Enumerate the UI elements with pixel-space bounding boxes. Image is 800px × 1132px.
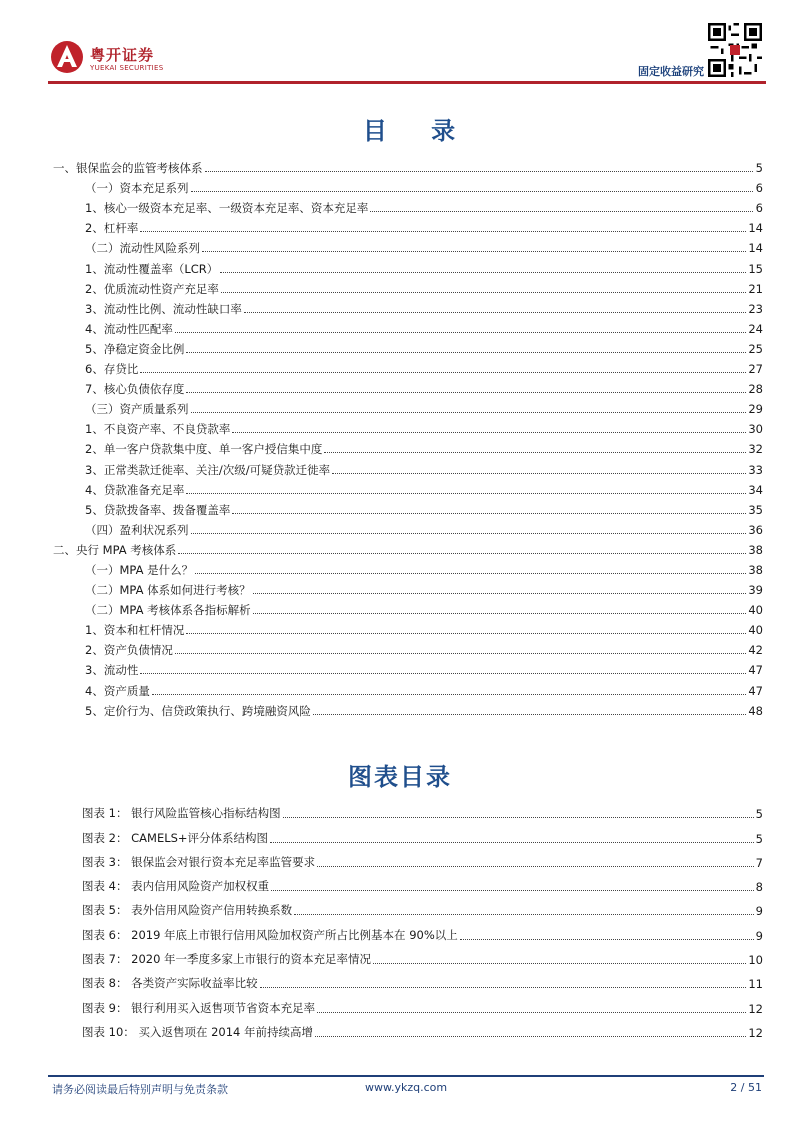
toc-leader (232, 431, 746, 433)
toc-entry-label: 1、资本和杠杆情况 (85, 623, 185, 638)
figure-entry[interactable] (82, 991, 763, 1015)
toc-entry-label: 2、优质流动性资产充足率 (85, 281, 219, 296)
toc-entry-page: 5 (755, 161, 763, 176)
figure-entry[interactable] (82, 918, 763, 942)
toc-entry-page: 6 (755, 181, 763, 196)
toc-entry[interactable] (53, 517, 763, 537)
toc-entry-page: 30 (748, 422, 763, 437)
figure-entry[interactable] (82, 1016, 763, 1040)
toc-entry-page: 25 (748, 341, 763, 356)
figure-list-title: 图表目录 (348, 763, 452, 791)
toc-entry-page: 40 (748, 603, 763, 618)
toc-leader (186, 391, 746, 393)
figure-entry-label: 图表 6： 2019 年底上市银行信用风险加权资产所占比例基本在 90%以上 (82, 927, 458, 942)
toc-entry[interactable] (53, 195, 763, 215)
figure-entry-label: 图表 1： 银行风险监管核心指标结构图 (82, 806, 281, 821)
figure-entry-label: 图表 5： 表外信用风险资产信用转换系数 (82, 903, 293, 918)
footer-rule (48, 1075, 764, 1077)
toc-entry-label: （二）MPA 考核体系各指标解析 (85, 603, 251, 618)
figure-entry[interactable] (82, 870, 763, 894)
brand-name-en: YUEKAI SECURITIES (90, 64, 164, 72)
table-of-contents (53, 155, 763, 718)
toc-entry-label: 1、核心一级资本充足率、一级资本充足率、资本充足率 (85, 201, 369, 216)
toc-entry[interactable] (53, 235, 763, 255)
toc-entry-label: 5、净稳定资金比例 (85, 341, 185, 356)
figure-entry-label: 图表 4： 表内信用风险资产加权权重 (82, 879, 270, 894)
toc-leader (332, 472, 746, 474)
toc-entry-page: 39 (748, 583, 763, 598)
toc-entry[interactable] (53, 436, 763, 456)
figure-entry-page: 9 (755, 928, 763, 943)
toc-entry-page: 29 (748, 402, 763, 417)
toc-leader (244, 311, 747, 313)
toc-entry-label: 5、定价行为、信贷政策执行、跨境融资风险 (85, 703, 311, 718)
toc-entry-page: 14 (748, 241, 763, 256)
toc-entry[interactable] (53, 296, 763, 316)
toc-entry-page: 6 (755, 201, 763, 216)
toc-entry-page: 28 (748, 382, 763, 397)
figure-leader (373, 962, 746, 964)
qr-code-icon (708, 23, 762, 77)
figure-entry[interactable] (82, 967, 763, 991)
figure-entry-page: 12 (748, 1025, 763, 1040)
footer-website[interactable]: www.ykzq.com (365, 1081, 448, 1094)
figure-leader (260, 986, 747, 988)
yuekai-logo-icon (50, 40, 84, 74)
toc-entry-label: 1、流动性覆盖率（LCR） (85, 261, 219, 276)
toc-entry-label: 1、不良资产率、不良贷款率 (85, 422, 231, 437)
toc-entry[interactable] (53, 316, 763, 336)
toc-entry[interactable] (53, 577, 763, 597)
toc-entry[interactable] (53, 416, 763, 436)
toc-leader (220, 271, 746, 273)
toc-entry-label: 3、流动性 (85, 663, 139, 678)
toc-entry-page: 27 (748, 362, 763, 377)
figure-entry-page: 12 (748, 1001, 763, 1016)
toc-entry-label: 2、杠杆率 (85, 221, 139, 236)
toc-entry[interactable] (53, 597, 763, 617)
figure-entry-page: 9 (755, 904, 763, 919)
toc-entry[interactable] (53, 336, 763, 356)
figure-entry[interactable] (82, 797, 763, 821)
toc-leader (140, 371, 746, 373)
figure-leader (283, 816, 754, 818)
toc-entry[interactable] (53, 677, 763, 697)
page-header (0, 0, 800, 90)
figure-entry-page: 10 (748, 953, 763, 968)
toc-entry-page: 15 (748, 261, 763, 276)
toc-entry[interactable] (53, 396, 763, 416)
toc-entry[interactable] (53, 698, 763, 718)
figure-entry[interactable] (82, 943, 763, 967)
toc-entry-label: 一、银保监会的监管考核体系 (53, 161, 203, 176)
toc-leader (253, 592, 747, 594)
toc-title: 目 录 (362, 117, 474, 145)
toc-entry[interactable] (53, 497, 763, 517)
toc-entry[interactable] (53, 175, 763, 195)
toc-leader (191, 532, 747, 534)
toc-entry[interactable] (53, 215, 763, 235)
figure-entry[interactable] (82, 846, 763, 870)
toc-leader (186, 492, 746, 494)
toc-entry-label: 3、正常类款迁徙率、关注/次级/可疑贷款迁徙率 (85, 462, 331, 477)
toc-entry[interactable] (53, 356, 763, 376)
toc-entry-page: 36 (748, 522, 763, 537)
toc-entry[interactable] (53, 456, 763, 476)
footer-disclaimer[interactable]: 请务必阅读最后特别声明与免责条款 (52, 1083, 228, 1096)
figure-leader (317, 1011, 746, 1013)
toc-leader (313, 713, 747, 715)
toc-leader (202, 250, 746, 252)
figure-leader (460, 938, 754, 940)
toc-entry[interactable] (53, 477, 763, 497)
toc-leader (140, 672, 746, 674)
toc-entry-label: 5、贷款拨备率、拨备覆盖率 (85, 502, 231, 517)
toc-entry[interactable] (53, 537, 763, 557)
figure-entry-label: 图表 2： CAMELS+评分体系结构图 (82, 830, 269, 845)
header-rule (48, 81, 766, 84)
toc-entry-label: 6、存贷比 (85, 362, 139, 377)
toc-entry[interactable] (53, 255, 763, 275)
toc-entry-label: （二）流动性风险系列 (85, 241, 200, 256)
toc-leader (370, 210, 753, 212)
figure-entry-label: 图表 3： 银保监会对银行资本充足率监管要求 (82, 854, 316, 869)
toc-leader (178, 552, 746, 554)
toc-entry-page: 38 (748, 562, 763, 577)
toc-entry-page: 21 (748, 281, 763, 296)
toc-leader (324, 451, 746, 453)
toc-entry-page: 48 (748, 703, 763, 718)
toc-leader (140, 230, 746, 232)
toc-entry-page: 47 (748, 683, 763, 698)
toc-entry-page: 23 (748, 301, 763, 316)
toc-leader (186, 632, 746, 634)
toc-entry-label: 4、资产质量 (85, 683, 150, 698)
toc-entry-label: 2、资产负债情况 (85, 643, 173, 658)
figure-leader (271, 889, 754, 891)
toc-entry[interactable] (53, 617, 763, 637)
figure-entry[interactable] (82, 821, 763, 845)
figure-leader (270, 841, 754, 843)
toc-entry-label: （一）MPA 是什么？ (85, 562, 194, 577)
department-label: 固定收益研究 (638, 65, 704, 78)
figure-entry-page: 5 (755, 831, 763, 846)
toc-entry-label: （四）盈利状况系列 (85, 522, 189, 537)
figure-entry[interactable] (82, 894, 763, 918)
toc-leader (221, 291, 747, 293)
figure-list (82, 797, 763, 1040)
toc-entry-label: （二）MPA 体系如何进行考核？ (85, 583, 251, 598)
toc-entry-page: 42 (748, 643, 763, 658)
toc-entry-label: 3、流动性比例、流动性缺口率 (85, 301, 242, 316)
toc-entry-label: 4、流动性匹配率 (85, 321, 173, 336)
figure-entry-label: 图表 9： 银行利用买入返售项节省资本充足率 (82, 1000, 316, 1015)
toc-leader (205, 170, 754, 172)
toc-entry-label: 二、央行 MPA 考核体系 (53, 542, 177, 557)
toc-entry-page: 47 (748, 663, 763, 678)
toc-leader (175, 331, 747, 333)
toc-leader (191, 411, 747, 413)
toc-entry-page: 35 (748, 502, 763, 517)
footer-page-number: 2 / 51 (730, 1081, 762, 1094)
toc-leader (152, 693, 747, 695)
toc-entry[interactable] (53, 557, 763, 577)
toc-entry-label: 4、贷款准备充足率 (85, 482, 185, 497)
toc-entry-page: 34 (748, 482, 763, 497)
figure-entry-label: 图表 10： 买入返售项在 2014 年前持续高增 (82, 1024, 314, 1039)
toc-entry-label: （三）资产质量系列 (85, 402, 189, 417)
toc-entry[interactable] (53, 637, 763, 657)
toc-entry-label: 2、单一客户贷款集中度、单一客户授信集中度 (85, 442, 323, 457)
figure-entry-page: 5 (755, 807, 763, 822)
toc-entry[interactable] (53, 657, 763, 677)
toc-entry[interactable] (53, 376, 763, 396)
toc-leader (253, 612, 747, 614)
toc-entry-page: 24 (748, 321, 763, 336)
toc-leader (191, 190, 754, 192)
figure-entry-page: 7 (755, 855, 763, 870)
figure-entry-page: 8 (755, 880, 763, 895)
brand-name: 粤开证券 (90, 46, 155, 64)
toc-leader (186, 351, 746, 353)
figure-leader (317, 865, 754, 867)
toc-entry-page: 40 (748, 623, 763, 638)
toc-entry-label: 7、核心负债依存度 (85, 382, 185, 397)
figure-entry-label: 图表 8： 各类资产实际收益率比较 (82, 976, 258, 991)
figure-entry-page: 11 (748, 977, 763, 992)
toc-leader (195, 572, 746, 574)
figure-leader (315, 1035, 746, 1037)
toc-entry-page: 14 (748, 221, 763, 236)
toc-entry-page: 32 (748, 442, 763, 457)
figure-entry-label: 图表 7： 2020 年一季度多家上市银行的资本充足率情况 (82, 952, 372, 967)
toc-entry-label: （一）资本充足系列 (85, 181, 189, 196)
toc-entry[interactable] (53, 276, 763, 296)
figure-leader (294, 913, 754, 915)
toc-leader (175, 652, 747, 654)
toc-entry-page: 38 (748, 542, 763, 557)
toc-entry-page: 33 (748, 462, 763, 477)
toc-leader (232, 512, 746, 514)
toc-entry[interactable] (53, 155, 763, 175)
